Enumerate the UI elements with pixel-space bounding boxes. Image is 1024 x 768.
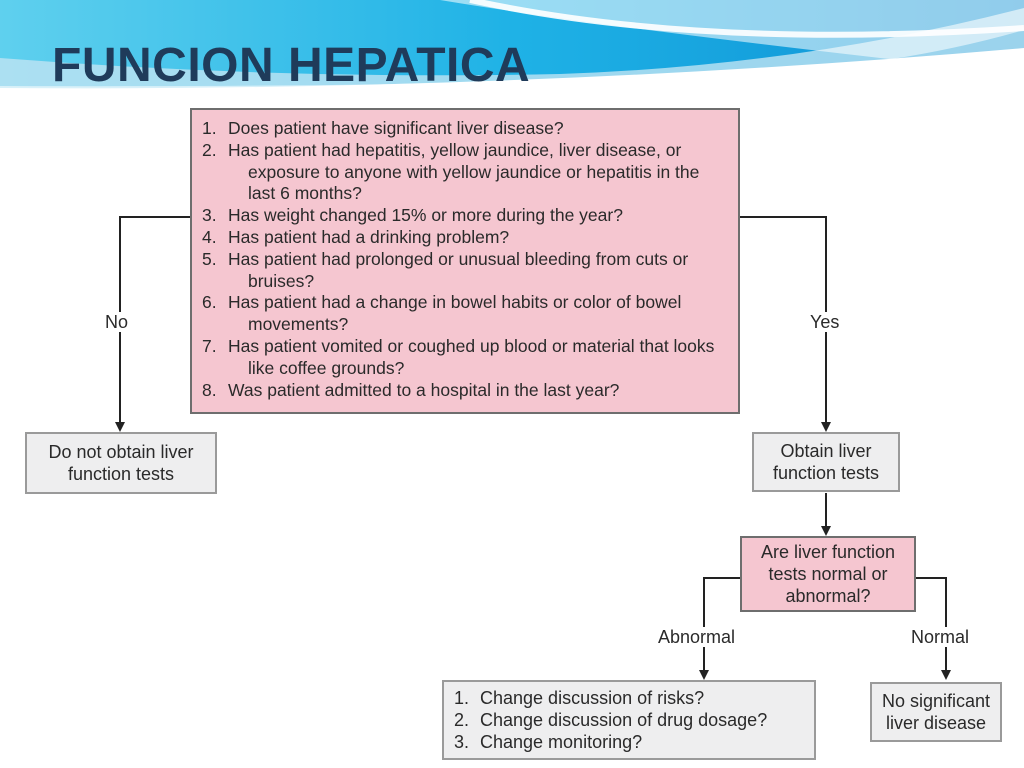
action-item: 1. Change discussion of risks? xyxy=(454,688,705,708)
yes-branch-label: Yes xyxy=(807,312,842,332)
screening-questions-list xyxy=(202,118,730,401)
question-item: 8. Was patient admitted to a hospital in the last year? xyxy=(202,379,620,400)
screening-questions-box xyxy=(190,108,740,414)
action-item: 2. Change discussion of drug dosage? xyxy=(454,710,768,730)
abnormal-actions-list xyxy=(454,687,806,753)
action-item: 3. Change monitoring? xyxy=(454,732,643,752)
do-not-obtain-tests-text: Do not obtain liver function tests xyxy=(48,442,194,484)
question-item: 4. Has patient had a drinking problem? xyxy=(202,226,510,247)
question-item: 5. Has patient had prolonged or unusual bleeding from cuts or bruises? xyxy=(202,248,689,291)
no-branch-label: No xyxy=(102,312,131,332)
normal-or-abnormal-decision-box xyxy=(740,536,916,612)
no-significant-disease-box xyxy=(870,682,1002,742)
slide-title: FUNCION HEPATICA xyxy=(52,39,531,92)
question-item: 1. Does patient have significant liver disease? xyxy=(202,118,564,138)
abnormal-branch-label: Abnormal xyxy=(655,627,738,647)
obtain-tests-text: Obtain liver function tests xyxy=(772,441,880,483)
abnormal-actions-box xyxy=(442,680,816,760)
do-not-obtain-tests-box xyxy=(25,432,217,494)
question-item: 6. Has patient had a change in bowel habits or color of bowel movements? xyxy=(202,292,682,335)
decision-text: Are liver function tests normal or abnormal? xyxy=(760,542,896,606)
question-item: 2. Has patient had hepatitis, yellow jaundice, liver disease, or exposure to anyone with yellow jaundice or hepatitis in the last 6 months? xyxy=(202,139,700,204)
question-item: 7. Has patient vomited or coughed up blood or material that looks like coffee grounds? xyxy=(202,335,715,378)
question-item: 3. Has weight changed 15% or more during the year? xyxy=(202,205,623,226)
no-significant-disease-text: No significant liver disease xyxy=(881,691,991,733)
normal-branch-label: Normal xyxy=(908,627,972,647)
obtain-tests-box xyxy=(752,432,900,492)
liver-function-flowchart xyxy=(0,90,1024,768)
